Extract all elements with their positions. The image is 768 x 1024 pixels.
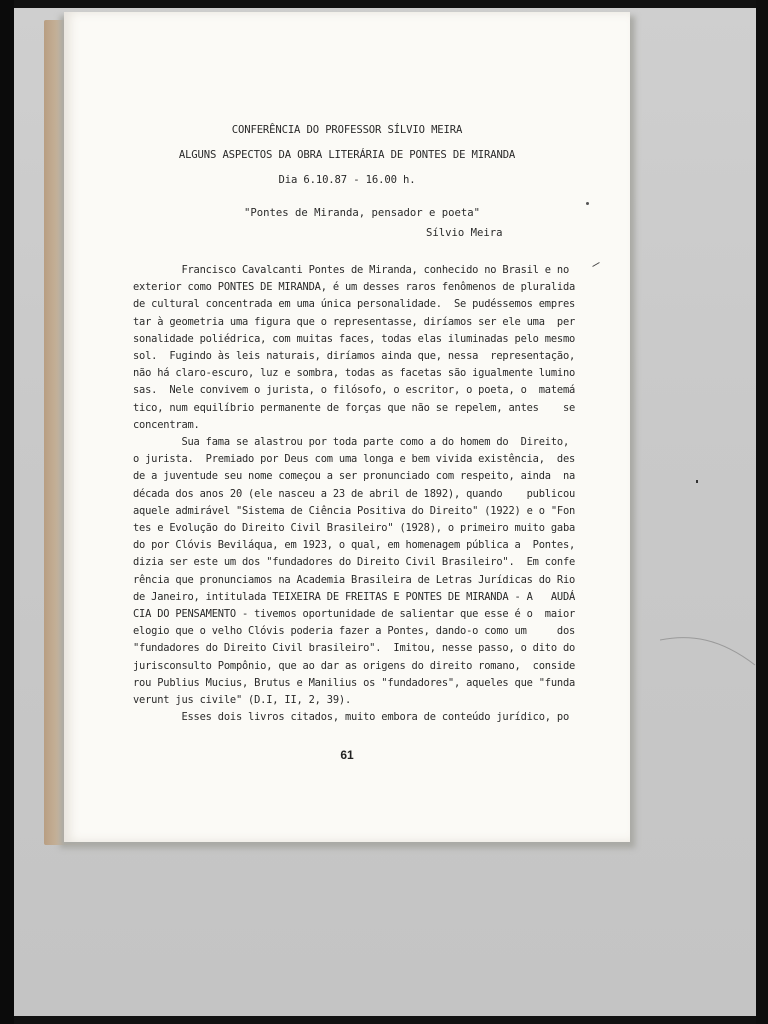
body-line: Sua fama se alastrou por toda parte como a do homem do Direito, bbox=[133, 436, 570, 448]
body-line: de cultural concentrada em uma única personalidade. Se pudéssemos empres bbox=[133, 298, 576, 311]
essay-title: "Pontes de Miranda, pensador e poeta" bbox=[244, 207, 480, 219]
body-line: elogio que o velho Clóvis poderia fazer a Pontes, dando-o como um dos bbox=[133, 625, 576, 638]
body-line: aquele admirável "Sistema de Ciência Positiva do Direito" (1922) e o "Fon bbox=[133, 504, 576, 517]
page-number: 61 bbox=[340, 748, 354, 762]
body-line: sas. Nele convivem o jurista, o filósofo, o escritor, o poeta, o matemá bbox=[133, 384, 576, 397]
scan-left-border bbox=[0, 0, 14, 1024]
scan-right-border bbox=[756, 0, 768, 1024]
body-line: dizia ser este um dos "fundadores do Direito Civil Brasileiro". Em confe bbox=[133, 556, 576, 569]
body-line: do por Clóvis Beviláqua, em 1923, o qual, em homenagem pública a Pontes, bbox=[133, 539, 576, 552]
body-line: rou Publius Mucius, Brutus e Manilius os "fundadores", aqueles que "funda bbox=[133, 676, 576, 689]
body-line: Francisco Cavalcanti Pontes de Miranda, conhecido no Brasil e no bbox=[133, 264, 570, 276]
body-line: década dos anos 20 (ele nasceu a 23 de abril de 1892), quando publicou bbox=[133, 487, 576, 500]
body-line: "fundadores do Direito Civil brasileiro". Imitou, nesse passo, o dito do bbox=[133, 642, 576, 655]
body-line: verunt jus civile" (D.I, II, 2, 39). bbox=[133, 694, 352, 706]
body-line: jurisconsulto Pompônio, que ao dar as origens do direito romano, conside bbox=[133, 659, 576, 672]
body-line: de Janeiro, intitulada TEIXEIRA DE FREITAS E PONTES DE MIRANDA - A AUDÁ bbox=[133, 590, 576, 603]
body-line: sol. Fugindo às leis naturais, diríamos ainda que, nessa representação, bbox=[133, 350, 576, 362]
body-line: o jurista. Premiado por Deus com uma longa e bem vivida existência, des bbox=[133, 453, 576, 466]
body-line: concentram. bbox=[133, 418, 200, 431]
document-page bbox=[64, 12, 630, 842]
margin-dot bbox=[696, 480, 698, 483]
essay-author: Sílvio Meira bbox=[426, 227, 503, 239]
conference-date: Dia 6.10.87 - 16.00 h. bbox=[278, 174, 416, 186]
body-line: tico, num equilíbrio permanente de forças que não se repelem, antes se bbox=[133, 401, 576, 414]
conference-subtitle: ALGUNS ASPECTOS DA OBRA LITERÁRIA DE PONTES DE MIRANDA bbox=[178, 149, 516, 161]
body-line: tes e Evolução do Direito Civil Brasileiro" (1928), o primeiro muito gaba bbox=[133, 522, 576, 534]
body-line: tar à geometria uma figura que o representasse, diríamos ser ele uma per bbox=[133, 315, 576, 328]
body-line: exterior como PONTES DE MIRANDA, é um desses raros fenômenos de pluralida bbox=[133, 281, 576, 294]
body-line: CIA DO PENSAMENTO - tivemos oportunidade de salientar que esse é o maior bbox=[133, 608, 576, 620]
body-line: de a juventude seu nome começou a ser pronunciado com respeito, ainda na bbox=[133, 470, 576, 483]
background-crease bbox=[660, 630, 760, 670]
body-line: não há claro-escuro, luz e sombra, todas as facetas são igualmente lumino bbox=[133, 367, 576, 380]
conference-title: CONFERÊNCIA DO PROFESSOR SÍLVIO MEIRA bbox=[231, 124, 463, 136]
body-line: sonalidade poliédrica, com muitas faces, todas elas iluminadas pelo mesmo bbox=[133, 332, 576, 345]
stray-mark bbox=[586, 202, 589, 205]
body-line: rência que pronunciamos na Academia Brasileira de Letras Jurídicas do Rio bbox=[133, 573, 576, 586]
body-line: Esses dois livros citados, muito embora de conteúdo jurídico, po bbox=[133, 711, 570, 724]
